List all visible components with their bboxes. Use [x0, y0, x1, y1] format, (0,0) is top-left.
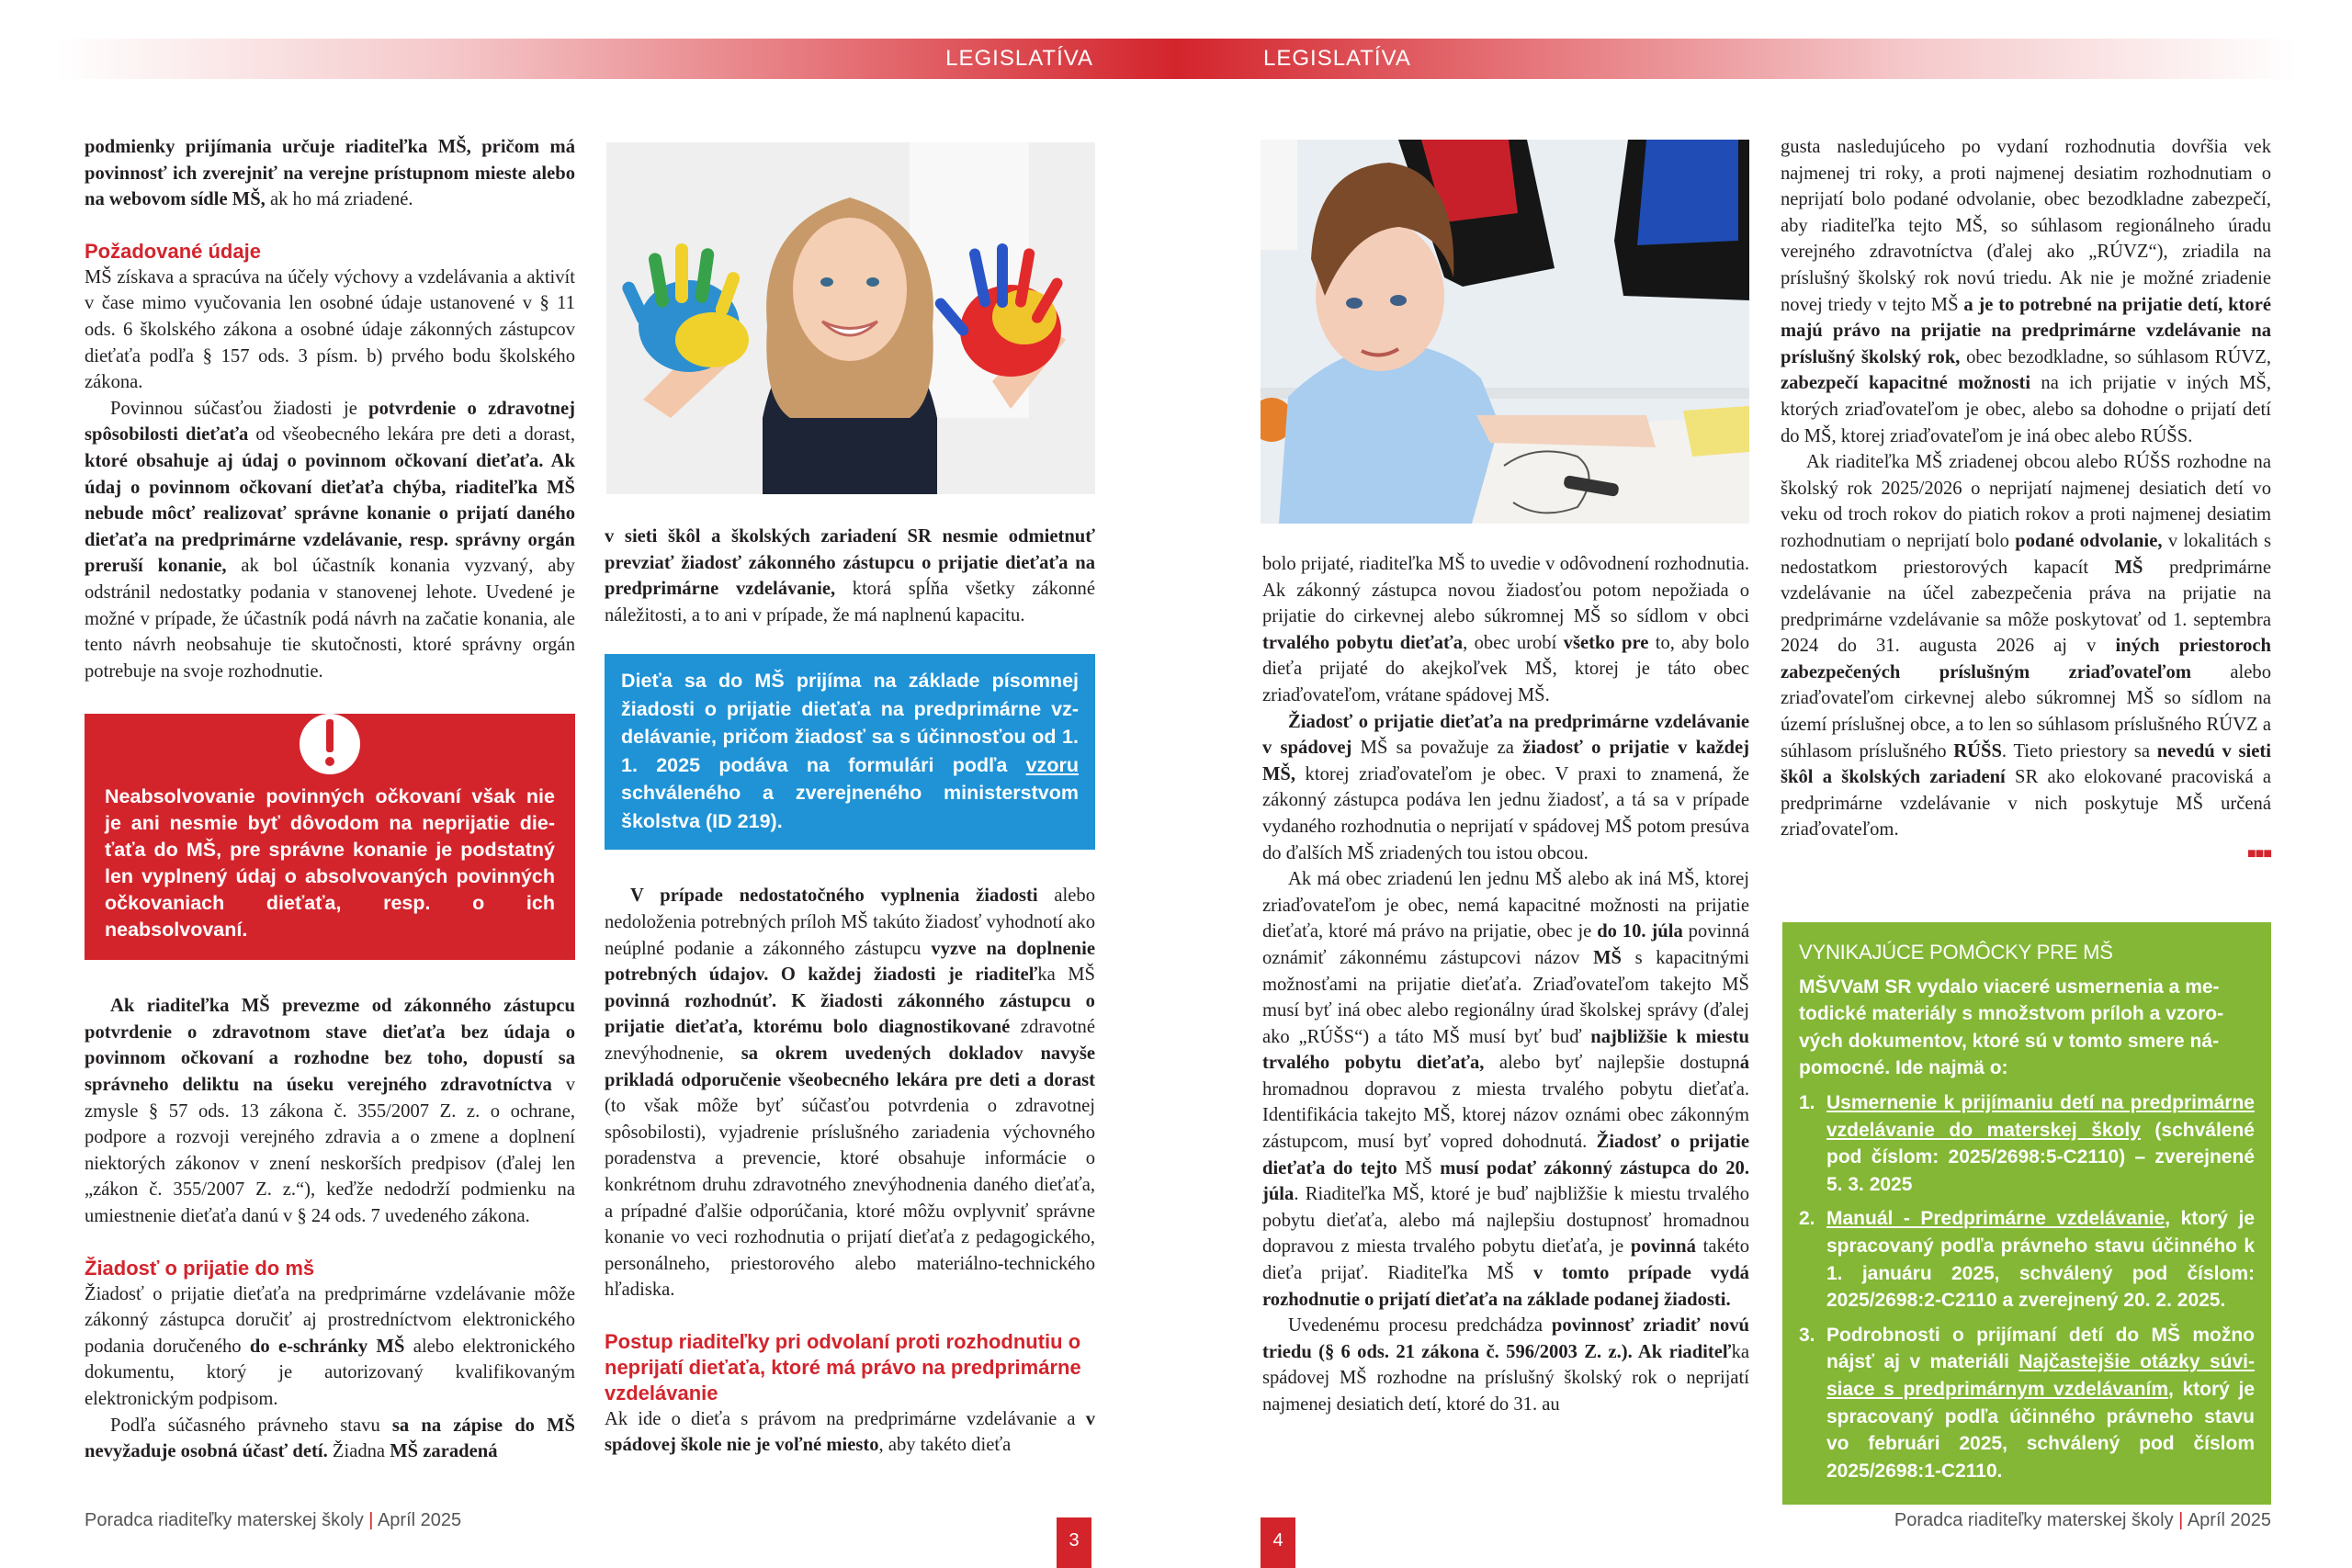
paragraph [1781, 449, 2271, 843]
footer-separator: | [2178, 1510, 2184, 1530]
paragraph [605, 1406, 1095, 1459]
text-run: Ak ide o dieťa s právom na predprimárne vzdelávanie a [605, 1408, 1086, 1429]
bold-text-run: všetko pre [1563, 632, 1649, 653]
boy-photo-illustration [1261, 140, 1749, 524]
paragraph [85, 1413, 575, 1465]
footer-separator: | [368, 1510, 374, 1530]
bold-text-run: povinnosť zriadiť novú triedu (§ 6 ods. 21 zákona č. 596/2003 Z. z.). Ak riaditeľ [1262, 1315, 1749, 1362]
bold-text-run: povinná [605, 990, 670, 1011]
alert-box [85, 714, 575, 960]
heading-ziadost-o-prijatie: Žiadosť o prijatie do mš [85, 1256, 315, 1280]
text-run: Dieťa sa do MŠ prijíma na základe písomnej žiadosti o prijatie dieťaťa na predprimárne vzdelávanie, pričom žiadosť sa s účinnosťou od 1. 1. 2025 podáva na formulári podľa [621, 670, 1079, 776]
bold-text-run: MŠ zaradená [390, 1441, 498, 1462]
bold-text-run: v tomto prípade vydá rozhodnutie o prijatí dieťaťa na základe podanej žiadosti. [1262, 1263, 1749, 1310]
section-title-right: LEGISLATÍVA [1263, 46, 1411, 71]
section-title-left: LEGISLATÍVA [945, 46, 1093, 71]
page-number-4: 4 [1261, 1517, 1295, 1568]
bold-text-run: najbližšie k miestu trvalého pobytu dieťaťa, [1262, 1026, 1749, 1074]
text-run: ktorá spĺňa všetky zákonné náležitosti, a to ani v prípade, že má naplnenú kapacitu. [605, 579, 1095, 626]
bold-text-run: MŠ [2114, 557, 2143, 578]
text-run: Ak má obec zriadenú len jednu MŠ alebo ak iná MŠ, ktorej zriaďovateľom je obec, nemá kapacitné možnosti na prijatie dieťaťa, ktoré má právo na prijatie, obec je [1262, 869, 1749, 942]
text-run: (schválené pod číslom: 2025/2698:5-C2110) – zverejnené 5. 3. 2025 [1826, 1119, 2255, 1195]
text-run: Povinnou súčasťou žiadosti je [110, 398, 369, 419]
bold-text-run: iných priestoroch zabezpečených príslušným zriaďovateľom [1781, 636, 2271, 682]
footer-page4 [1894, 1510, 2271, 1531]
text-run: ktorej zriaďovateľom je obec. V praxi to znamená, že zákonný zástupca podáva len jednu žiadosť, a tá sa v prípade vydaného rozhodnutia o neprijatí v spádovej MŠ potom presúva do ďalších MŠ zriadených tou istou obcou. [1262, 763, 1749, 863]
page3-column-1 [85, 134, 575, 1465]
footer-publication: Poradca riaditeľky materskej školy [85, 1510, 364, 1530]
bold-text-run: v spádovej škole nie je voľné miesto [605, 1408, 1095, 1456]
tip-list-item [1799, 1322, 2255, 1485]
bold-text-run: povinná [1630, 1236, 1696, 1258]
text-run: predprimárne vzdelávanie na účel zabezpečenia práva na prijatie na predprimárne vzdelávanie sa môže poskytovať od 1. septembra 2024 do 31. augusta 2026 aj v [1781, 557, 2271, 657]
paragraph [85, 1281, 575, 1413]
footer-issue: Apríl 2025 [377, 1510, 462, 1530]
text-run: od všeobecného lekára pre deti a dorast, [248, 424, 575, 446]
paragraph [85, 396, 575, 685]
paragraph [605, 524, 1095, 628]
text-run: Ak riaditeľka MŠ zriadenej obcou alebo RÚŠS rozhodne na školský rok 2025/2026 o neprijatí najmenej desiatich detí vo veku od troch rokov do piatich rokov a proti najmenej desiatim rozhodnutiam o neprijatí bolo [1781, 452, 2271, 551]
bold-text-run: trvalého pobytu dieťaťa [1262, 632, 1464, 653]
paragraph [85, 265, 575, 396]
paragraph [1262, 866, 1749, 1313]
text-run: MŠ [1396, 1157, 1441, 1179]
bold-text-run: potvrdenie o zdravotnej spôsobilosti dieťaťa [85, 398, 576, 446]
girl-photo-illustration [606, 142, 1095, 494]
bold-text-run: V prípade nedostatočného vyplnenia žiadosti [630, 886, 1038, 907]
paragraph [605, 883, 1095, 1303]
text-run: ak bol účastník konania vyzvaný, aby odstránil nedostatky podania v stanovenej lehote. Uvedené je možné v prípade, že účastník podá návrh na začatie konania, ale tento návrh neobsahuje tie skutočnosti, ktoré správny orgán potrebuje na svoje rozhodnutie. [85, 556, 575, 682]
bold-text-run: rozhodnúť. K žiadosti zákonného zástupcu o prijatie dieťaťa, ktorému bolo diagnostikované [605, 990, 1095, 1038]
tip-box [1782, 922, 2271, 1505]
paragraph [1262, 709, 1749, 867]
bold-text-run: musí podať zákonný zástupca do 20. júla [1262, 1157, 1749, 1205]
bold-text-run: MŠ [1593, 947, 1622, 968]
text-run: alebo nedoloženia potrebných príloh MŠ takúto žiadosť vyhodnotí ako neúplné podanie a zákonného zástupcu [605, 886, 1096, 959]
bold-text-run: žiadosť o prijatie v každej MŠ, [1262, 738, 1749, 784]
bold-text-run: vyzve na doplnenie potrebných údajov. O každej žiadosti je riaditeľ [605, 938, 1095, 986]
paragraph [1262, 551, 1749, 709]
info-box-text [621, 670, 1079, 832]
tip-item-text-link[interactable] [1826, 1322, 2255, 1485]
text-run: Podrobnosti o prijímaní detí do MŠ možno nájsť aj v materiáli [1826, 1324, 2255, 1373]
bold-text-run: a je to potrebné na prijatie detí, ktoré majú právo na prijatie na predprimárne vzdelávanie na príslušný školský rok, [1781, 294, 2271, 367]
text-run: ka spádovej MŠ rozhodne na príslušný školský rok o neprijatí najmenej desiatich detí, ktoré do 31. au [1262, 1341, 1749, 1415]
page3-column-2 [605, 524, 1095, 1459]
tip-list-item [1799, 1205, 2255, 1314]
bold-text-run: podané odvolanie, [2015, 530, 2163, 551]
girl-painted-hands-photo [606, 142, 1095, 494]
text-run: MŠ získava a spracúva na účely výchovy a vzdelávania a aktivít v čase mimo vyučovania len osobné údaje ustanovené v § 11 ods. 6 školského zákona a osobné údaje zákonných zástupcov dieťaťa podľa § 157 ods. 3 písm. b) prvého bodu školského zákona. [85, 266, 575, 393]
text-run: alebo elektronického dokumentu, ktorý je autorizovaný kvalifikovaným elektronickým podpisom. [85, 1336, 575, 1409]
bold-text-run: á [1739, 1053, 1749, 1074]
text-run: schváleného a zverejneného ministerstvom školstva (ID 219). [621, 782, 1079, 832]
footer-issue: Apríl 2025 [2187, 1510, 2271, 1530]
text-run: zdravotné znevýhodnenie, [605, 1017, 1095, 1064]
text-run: takéto dieťa prijať. Riaditeľka MŠ [1262, 1236, 1749, 1284]
heading-postup-riaditelky: Postup riaditeľky pri odvolaní proti rozhodnutiu o neprijatí dieťaťa, ktoré má právo na predprimárne vzdelávanie [605, 1329, 1081, 1404]
text-run: povinná oznámiť zákonnému zástupcovi názov [1262, 921, 1749, 968]
text-run: Podľa súčasného právneho stavu [110, 1415, 392, 1436]
paragraph [1781, 134, 2271, 449]
text-run: ak ho má zriadené. [265, 189, 413, 210]
text-run: , aby takéto dieťa [878, 1435, 1012, 1456]
tip-box-list [1799, 1089, 2255, 1484]
page4-column-1 [1262, 551, 1749, 1418]
tip-box-intro: MŠVVaM SR vydalo viaceré usmernenia a metodické materiály s množstvom príloh a vzorových dokumentov, ktoré sú v tomto smere nápomocné. Ide najmä o: [1799, 976, 2224, 1079]
text-run [670, 991, 684, 1011]
text-run: alebo byť najlepšie dostupn [1484, 1053, 1740, 1074]
text-run: hromadnou dopravou z miesta trvalého pobytu dieťaťa. Identifikácia takejto MŠ, ktorej názov oznámi obec zákonným zástupcom, musí byť vopred dohodnutá. [1262, 1078, 1749, 1153]
text-run: , obec urobí [1463, 632, 1564, 653]
paragraph [1262, 1313, 1749, 1417]
bold-text-run: Žiadosť o prijatie dieťaťa na predprimárne vzdelávanie v spádovej [1262, 711, 1749, 759]
boy-drawing-photo [1261, 140, 1749, 524]
heading-pozadovane-udaje: Požadované údaje [85, 239, 261, 263]
page-number-3: 3 [1057, 1517, 1091, 1568]
info-box [605, 654, 1095, 850]
text-run: MŠ sa považuje za [1351, 738, 1523, 759]
document-link[interactable]: vzoru [1025, 753, 1079, 776]
text-run: . Riaditeľka MŠ, ktoré je buď najbližšie k miestu trvalého pobytu dieťaťa, alebo má najlepšiu dostupnosť hromadnou dopravou z miesta trvalého pobytu dieťaťa, je [1262, 1184, 1749, 1258]
text-run: Žiadna [327, 1441, 390, 1462]
text-run: (to však môže byť súčasťou potvrdenia o zdravotnej spôsobilosti), vyjadrenie príslušného zariadenia výchovného poradenstva a prevencie, ktoré obsahuje informácie o konkrétnom druhu zdravotného znevýhodnenia daného dieťaťa, a prípadné ďalšie odporúčania, ktoré môžu ovplyvniť správne konanie vo veci rozhodnutia o prijatí dieťaťa z pedagogického, personálneho, priestorového alebo materiálno-technického hľadiska. [605, 1096, 1095, 1301]
header-band-left [55, 39, 1176, 79]
document-link[interactable]: Manuál - Predprimárne vzdelávanie [1826, 1208, 2165, 1230]
bold-text-run: do e-schránky MŠ [249, 1336, 405, 1357]
bold-text-run: zabezpečí kapacitné možnosti [1781, 373, 2031, 394]
exclamation-icon [300, 714, 360, 774]
text-run: , ktorý je spracovaný podľa účinného právneho stavu vo februári 2025, schválený pod číslom 2025/2698:1-C2110. [1826, 1378, 2255, 1482]
tip-item-text-link[interactable] [1826, 1205, 2255, 1314]
text-run: na ich prijatie v iných MŠ, ktorých zriaďovateľom je obec, alebo sa dohodne o prijatí detí do MŠ, ktorej zriaďovateľom je iná obec alebo RÚŠS. [1781, 373, 2271, 446]
bold-text-run: RÚŠS [1953, 740, 2002, 761]
document-link[interactable]: Najčastejšie otázky súvisiace s predprimárnym vzdelávaním [1826, 1351, 2255, 1400]
document-link[interactable]: Usmernenie k prijímaniu detí na predprimárne vzdelávanie do materskej školy [1826, 1091, 2255, 1141]
bold-text-run: Žiadosť o prijatie dieťaťa do tejto [1262, 1132, 1749, 1179]
paragraph [85, 993, 575, 1229]
tip-box-title: VYNIKAJÚCE POMÔCKY PRE MŠ [1799, 941, 2113, 964]
text-run: SR ako elokované pracoviská a predprimárne vzdelávanie v nich poskytuje MŠ určená zriaďovateľom. [1781, 767, 2272, 840]
footer-publication: Poradca riaditeľky materskej školy [1894, 1510, 2174, 1530]
bold-text-run: ktoré obsahuje aj údaj o povinnom očkovaní dieťaťa. Ak údaj o povinnom očkovaní dieťaťa chýba, riaditeľka MŠ nebude môcť realizovať správne konanie o prijatí daného dieťaťa na predprimárne vzdelávanie, resp. správny orgán preruší konanie, [85, 450, 575, 577]
text-run: Uvedenému procesu predchádza [1288, 1315, 1552, 1337]
bold-text-run: sa na zápise do MŠ nevyžaduje osobná účasť detí. [85, 1415, 575, 1462]
tip-item-text-link[interactable] [1826, 1089, 2255, 1198]
text-run: gusta nasledujúceho po vydaní rozhodnutia dovŕšia vek najmenej tri roky, a proti najmenej desiatim rozhodnutiam o neprijatí bolo podané odvolanie, obec bezodkladne zabezpečí, aby riaditeľka tejto MŠ, so súhlasom regionálneho úradu verejného zdravotníctva (ďalej ako „RÚVZ“), zriadila na príslušný školský rok novú triedu. Ak nie je možné zriadenie novej triedy v tejto MŠ [1781, 137, 2271, 315]
text-run: Žiadosť o prijatie dieťaťa na predprimárne vzdelávanie môže zákonný zástupca doručiť aj prostredníctvom elektronického podania doručeného [85, 1283, 575, 1357]
bold-text-run: nevedú v sieti škôl a školských zariadení [1781, 740, 2271, 788]
list-number: 2. [1799, 1208, 1815, 1230]
bold-text-run: do 10. júla [1597, 921, 1683, 942]
list-number: 3. [1799, 1324, 1815, 1346]
page4-column-2 [1781, 134, 2271, 863]
bold-text-run: sa okrem uvedených dokladov navyše prikladá odporučenie všeobecného lekára pre deti a dorast [605, 1043, 1095, 1090]
list-number: 1. [1799, 1091, 1815, 1113]
bold-text-run: podmienky prijímania určuje riaditeľka MŠ, pričom má povinnosť ich zverejniť na verejne prístupnom mieste alebo na webovom sídle MŠ, [85, 137, 575, 210]
text-run: v zmysle § 57 ods. 13 zákona č. 355/2007 Z. z. o ochrane, podpore a rozvoji verejného zdravia a o zmene a doplnení niektorých zákonov v znení neskorších predpisov (ďalej len „zákon č. 355/2007 Z. z.“), keďže nedodrží podmienku na umiestnenie dieťaťa danú v § 24 ods. 7 uvedeného zákona. [85, 1075, 575, 1227]
text-run: v lokalitách s nedostatkom priestorových kapacít [1781, 530, 2271, 578]
text-run: to, aby bolo dieťa prijaté do akejkoľvek MŠ, ktorej je táto obec zriaďovateľom, vrátane spádovej MŠ. [1262, 632, 1749, 705]
header-band-right [1176, 39, 2297, 79]
text-run: bolo prijaté, riaditeľka MŠ to uvedie v odôvodnení rozhodnutia. Ak zákonný zástupca novou žiadosťou potom nepožiada o prijatie do cirkevnej alebo súkromnej MŠ so sídlom v obci [1262, 554, 1749, 627]
tip-list-item [1799, 1089, 2255, 1198]
intro-paragraph [85, 134, 575, 213]
text-run: obec bezodkladne, so súhlasom RÚVZ, [1960, 346, 2272, 367]
text-run: alebo zriaďovateľom cirkevnej alebo súkromnej MŠ so sídlom na území príslušnej obce, a to len so súhlasom príslušného RÚVZ a súhlasom príslušného [1781, 661, 2271, 761]
alert-box-text: Neabsolvovanie povinných očkovaní však nie je ani nesmie byť dôvodom na neprijatie dieťaťa do MŠ, pre správne konanie je podstatný len vyplnený údaj o absolvovaných povinných očkovaniach dieťaťa, resp. o ich neabsolvovaní. [105, 785, 555, 942]
text-run: s kapacitnými možnosťami na prijatie dieťaťa. Zriaďovateľom takejto MŠ musí byť iná obec alebo regionálny úrad školskej správy (ďalej ako „RÚŠS“) a táto MŠ musí byť buď [1262, 947, 1749, 1047]
text-run: ka MŠ [1037, 964, 1095, 986]
text-run: . Tieto priestory sa [2001, 740, 2157, 761]
footer-page3 [85, 1510, 461, 1531]
bold-text-run: v sieti škôl a školských zariadení SR nesmie odmietnuť prevziať žiadosť zákonného zástupcu o prijatie dieťaťa na predprimárne vzdelávanie, [605, 526, 1095, 600]
end-of-article-mark: ■■■ [2247, 846, 2271, 863]
text-run: , ktorý je spracovaný podľa právneho stavu účinného k 1. januáru 2025, schválený pod číslom: 2025/2698:2-C2110 a zverejnený 20. 2. 2025. [1826, 1208, 2255, 1312]
bold-text-run: Ak riaditeľka MŠ prevezme od zákonného zástupcu potvrdenie o zdravotnom stave dieťaťa bez údaja o povinnom očkovaní a rozhodne bez toho, dopustí sa správneho deliktu na úseku verejného zdravotníctva [85, 996, 575, 1096]
